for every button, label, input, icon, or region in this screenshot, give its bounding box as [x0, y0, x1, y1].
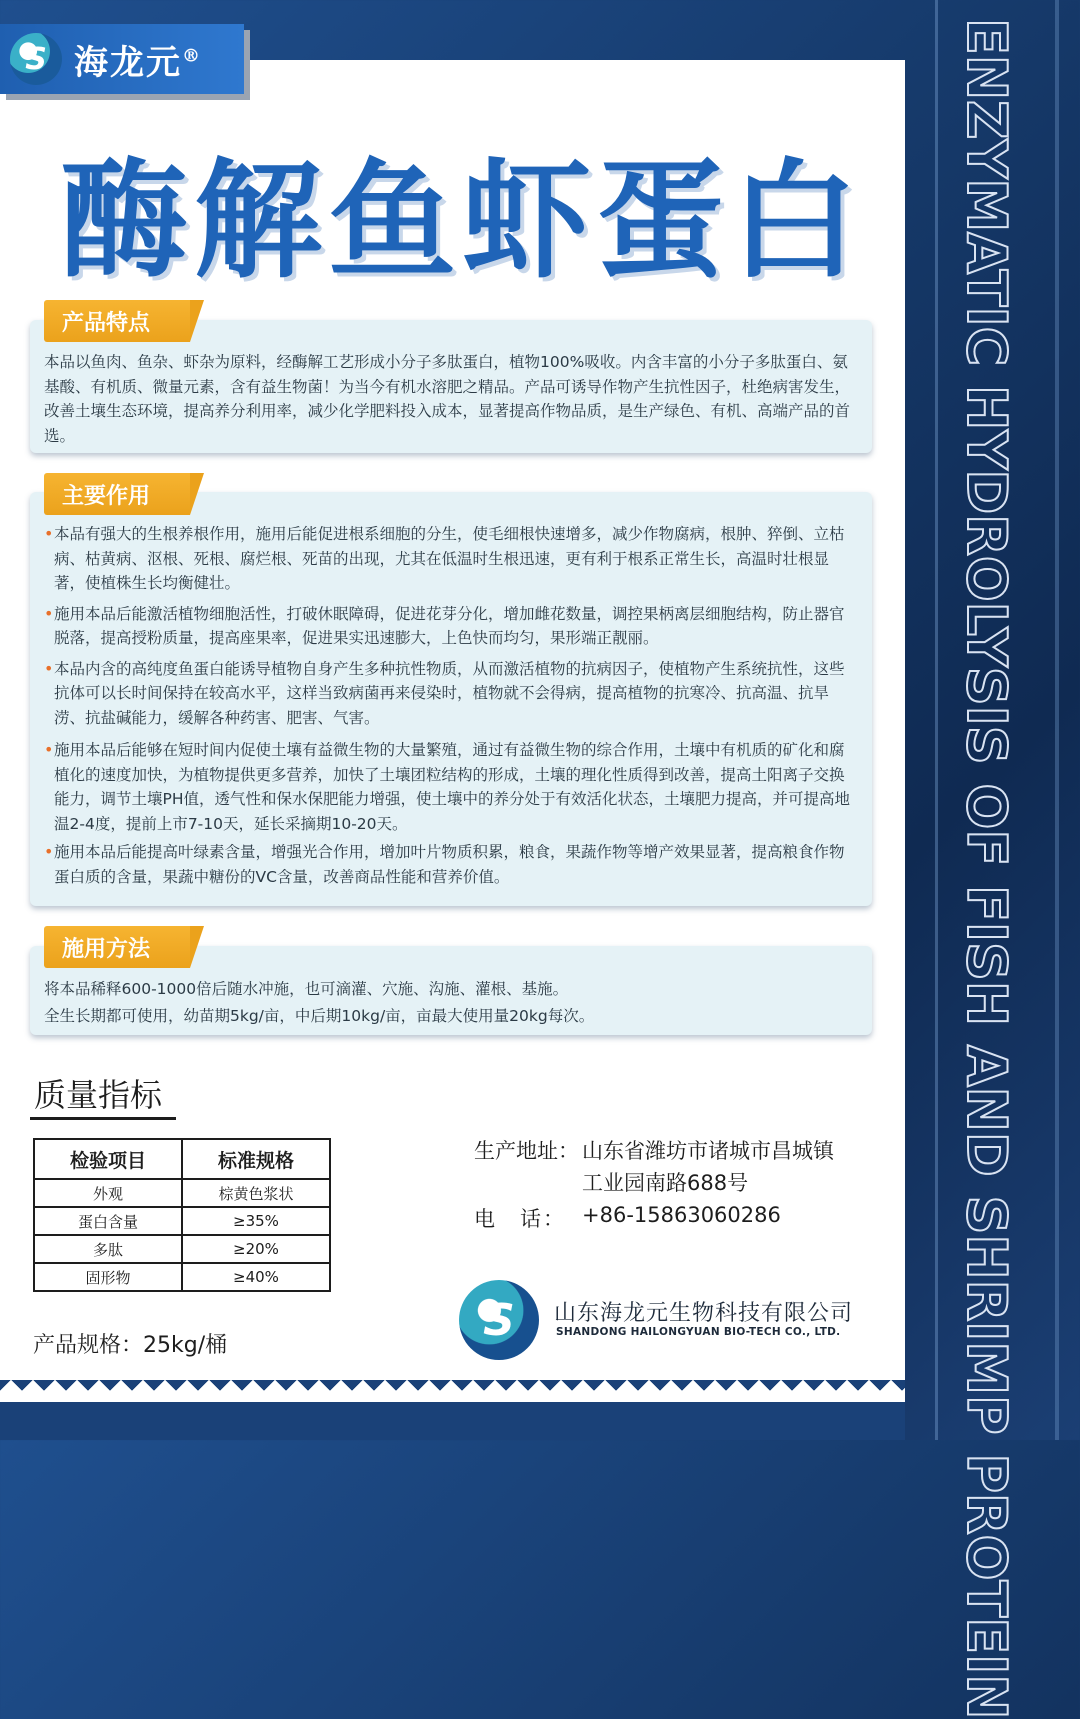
function-text: 本品有强大的生根养根作用，施用后能促进根系细胞的分生，使毛细根快速增多，减少作物腐病，根肿、猝倒、立枯病、枯黄病、沤根、死根、腐烂根、死苗的出现，尤其在低温时生根迅速，更有利于根系正常生长，高温时壮根显著，使植株生长均衡健壮。 — [54, 525, 845, 592]
bullet-icon: • — [44, 603, 54, 623]
phone-label: 电 话： — [474, 1207, 566, 1231]
address-label: 生产地址： — [474, 1139, 579, 1163]
address-block — [474, 1135, 834, 1199]
table-row — [34, 1263, 330, 1291]
address-line2: 工业园南路688号 — [582, 1171, 749, 1195]
quality-table — [33, 1138, 331, 1292]
function-text: 施用本品后能激活植物细胞活性，打破休眠障碍，促进花芽分化，增加雌花数量，调控果柄离层细胞结构，防止器官脱落，提高授粉质量，提高座果率，促进果实迅速膨大，上色快而均匀，果形端正靓丽。 — [54, 604, 845, 647]
table-cell: 外观 — [34, 1179, 182, 1207]
table-header-row — [34, 1139, 330, 1179]
functions-box — [30, 492, 872, 906]
bullet-icon: • — [44, 740, 54, 759]
table-cell: 棕黄色浆状 — [182, 1179, 330, 1207]
table-row — [34, 1207, 330, 1235]
usage-tag: 施用方法 — [44, 926, 190, 968]
function-text: 本品内含的高纯度鱼蛋白能诱导植物自身产生多种抗性物质，从而激活植物的抗病因子，使植物产生系统抗性，这些抗体可以长时间保持在较高水平，这样当致病菌再来侵染时，植物就不会得病，提高植物的抗寒冷、抗高温、抗旱涝、抗盐碱能力，缓解各种药害、肥害、气害。 — [54, 659, 845, 727]
bottom-band — [0, 1402, 905, 1440]
table-cell: 固形物 — [34, 1263, 182, 1291]
bullet-icon: • — [44, 658, 54, 678]
address-row — [474, 1167, 834, 1199]
vertical-english-title: ENZYMATIC HYDROLYSIS OF FISH AND SHRIMP PROTEIN — [955, 18, 1018, 1719]
address-spacer — [474, 1167, 582, 1199]
usage-line: 全生长期都可使用，幼苗期5kg/亩，中后期10kg/亩，亩最大使用量20kg每次。 — [44, 1007, 595, 1025]
function-item — [44, 522, 856, 596]
phone-block — [474, 1203, 781, 1233]
table-cell: 蛋白含量 — [34, 1207, 182, 1235]
decor-stripe — [935, 0, 938, 1440]
company-name-cn: 山东海龙元生物科技有限公司 — [554, 1301, 854, 1326]
address-line1: 山东省潍坊市诸城市昌城镇 — [582, 1139, 834, 1163]
table-header-cell: 标准规格 — [182, 1139, 330, 1179]
table-cell: ≥20% — [182, 1235, 330, 1263]
company-emblem-icon: S — [459, 1280, 539, 1360]
usage-line: 将本品稀释600-1000倍后随水冲施，也可滴灌、穴施、沟施、灌根、基施。 — [44, 980, 569, 998]
decor-stripe — [1055, 0, 1059, 1440]
function-text: 施用本品后能提高叶绿素含量，增强光合作用，增加叶片物质积累，粮食，果蔬作物等增产效果显著，提高粮食作物蛋白质的含量，果蔬中糖份的VC含量，改善商品性能和营养价值。 — [54, 843, 845, 886]
company-name-en: SHANDONG HAILONGYUAN BIO-TECH CO., LTD. — [556, 1326, 841, 1338]
address-row — [474, 1135, 834, 1167]
brand-name-text: 海龙元 — [74, 42, 182, 83]
brand-emblem-icon: S — [10, 33, 62, 85]
function-item — [44, 602, 856, 651]
function-text: 施用本品后能够在短时间内促使土壤有益微生物的大量繁殖，通过有益微生物的综合作用，土壤中有机质的矿化和腐植化的速度加快，为植物提供更多营养，加快了土壤团粒结构的形成，土壤的理化性质得到改善，提高土阳离子交换能力，调节土壤PH值，透气性和保水保肥能力增强，使土壤中的养分处于有效活化状态，土壤肥力提高，并可提高地温2-4度，提前上市7-10天，延长采摘期10-20天。 — [54, 741, 851, 833]
table-cell: ≥40% — [182, 1263, 330, 1291]
brand-name — [74, 35, 202, 84]
quality-heading: 质量指标 — [34, 1076, 163, 1114]
phone-number: +86-15863060286 — [582, 1203, 781, 1227]
quality-heading-underline — [30, 1117, 176, 1120]
function-item — [44, 738, 856, 836]
bullet-icon: • — [44, 842, 54, 861]
brand-logo-bar — [0, 24, 244, 94]
table-cell: 多肽 — [34, 1235, 182, 1263]
function-item — [44, 657, 856, 731]
features-tag: 产品特点 — [44, 300, 190, 342]
function-item — [44, 840, 856, 889]
table-header-cell: 检验项目 — [34, 1139, 182, 1179]
table-row — [34, 1179, 330, 1207]
table-row — [34, 1235, 330, 1263]
functions-tag: 主要作用 — [44, 473, 190, 515]
table-cell: ≥35% — [182, 1207, 330, 1235]
product-title: 酶解鱼虾蛋白 — [60, 147, 865, 296]
features-text: 本品以鱼肉、鱼杂、虾杂为原料，经酶解工艺形成小分子多肽蛋白，植物100%吸收。内含丰富的小分子多肽蛋白、氨基酸、有机质、微量元素，含有益生物菌！为当今有机水溶肥之精品。产品可诱导作物产生抗性因子，杜绝病害发生，改善土壤生态环境，提高养分利用率，减少化学肥料投入成本，显著提高作物品质，是生产绿色、有机、高端产品的首选。 — [44, 353, 851, 445]
bullet-icon: • — [44, 524, 54, 543]
registered-mark: ® — [182, 45, 202, 67]
product-spec: 产品规格：25kg/桶 — [33, 1333, 228, 1358]
